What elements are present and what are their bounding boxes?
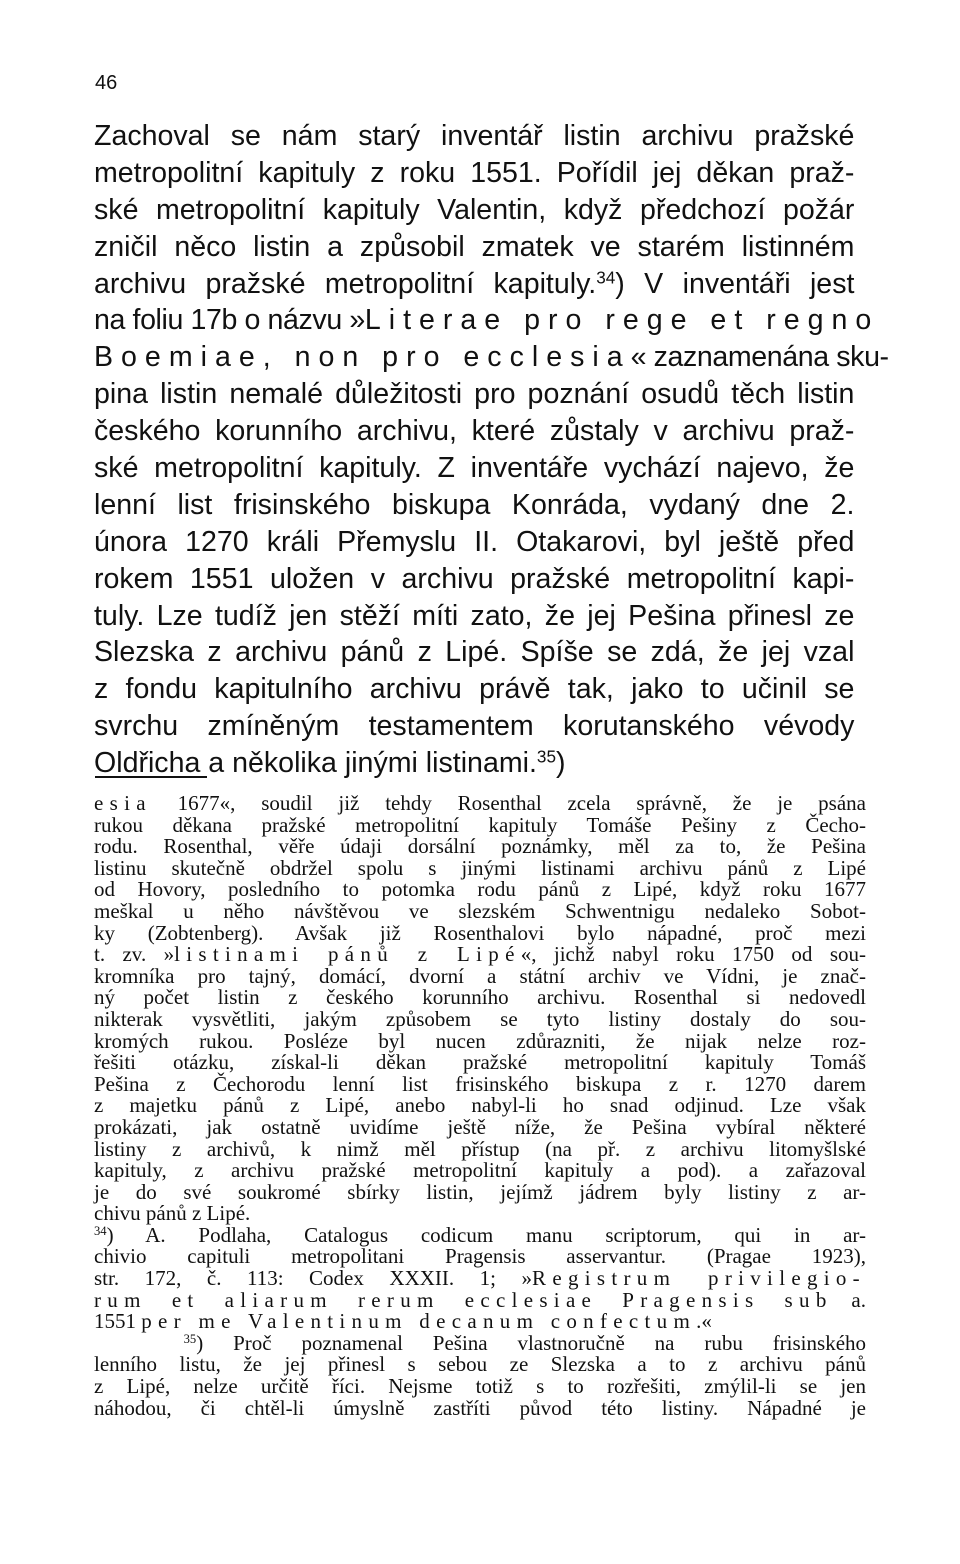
text-segment: « zaznamenána sku- <box>630 341 889 374</box>
spaced-title: Boemiae, non pro ecclesia <box>94 341 631 374</box>
footnote-line: listiny z archivů, k nimž měl přístup (na př. z archivu litomyšlské <box>94 1136 866 1161</box>
footnote-line: Pešina z Čechorodu lenní list frisinského biskupa z r. 1270 darem <box>94 1071 866 1096</box>
spaced-title: esia <box>94 791 152 815</box>
footnote-line: nikterak vysvětliti, jakým způsobem se tyto listiny dostaly do sou- <box>94 1006 866 1031</box>
footnote-line: rodu. Rosenthal, věře údaji dorsální poznámky, měl za to, že Pešina <box>94 834 866 859</box>
text-segment: archivu pražské metropolitní kapituly. <box>94 267 597 300</box>
text-segment: str. 172, č. 113: Codex XXXII. 1; » <box>94 1266 533 1291</box>
footnote-marker-35: 35 <box>183 1331 197 1346</box>
spaced-title: per me Valentinum decanum confectum <box>141 1309 697 1334</box>
footnote-34-line <box>94 1268 866 1290</box>
footnote-line: kromých rukou. Posléze byl nucen zdůrazniti, že nijak nelze roz- <box>94 1028 866 1053</box>
footnote-line: z majetku pánů z Lipé, anebo nabyl-li ho snad odjinud. Lze však <box>94 1093 866 1118</box>
footnote-marker-34: 34 <box>94 1223 107 1238</box>
footnote-separator <box>95 776 207 778</box>
footnote-35-line: náhodou, či chtěl-li úmyslně zastříti původ této listiny. Nápadné je <box>94 1395 866 1420</box>
footnote-35-line: lenního listu, že jej přinesl s sebou ze Slezska a to z archivu pánů <box>94 1352 866 1377</box>
text-segment: ) Proč poznamenal Pešina vlastnoručně na rubu frisinského <box>196 1330 867 1355</box>
footnote-line <box>94 944 866 966</box>
footnote-34-line <box>94 1311 866 1333</box>
text-line: z fondu kapitulního archivu právě tak, jako to učinil se <box>94 673 855 706</box>
footnote-ref-35: 35 <box>536 746 556 767</box>
footnote-line: ky (Zobtenberg). Avšak již Rosenthalovi bylo nápadné, proč mezi <box>94 920 866 945</box>
spaced-title: Registrum privilegio- <box>532 1266 866 1291</box>
text-segment: «, jichž nabyl roku 1750 od sou- <box>520 942 866 967</box>
text-line <box>94 745 854 782</box>
text-line: února 1270 králi Přemyslu II. Otakarovi, byl ještě před <box>94 525 855 558</box>
text-line: zničil něco listin a způsobil zmatek ve starém listinném <box>94 230 855 263</box>
text-line: tuly. Lze tudíž jen stěží míti zato, že jej Pešina přinesl ze <box>94 599 855 632</box>
footnote-line: je do své soukromé sbírky listin, jejímž jádrem byly listiny z ar- <box>94 1179 866 1204</box>
text-line: ské metropolitní kapituly. Z inventáře vychází najevo, že <box>94 452 855 485</box>
text-segment: na foliu 17b o názvu » <box>94 304 365 337</box>
text-segment: .« <box>696 1309 712 1334</box>
text-segment: t. zv. » <box>94 942 175 967</box>
footnote-35-line: z Lipé, nelze určitě říci. Nejsme totiž s to rozřešiti, zmýlil-li se jen <box>94 1374 866 1399</box>
footnotes <box>94 793 866 1419</box>
footnote-line: od Hovory, posledního to potomka rodu pánů z Lipé, když roku 1677 <box>94 877 866 902</box>
footnote-line: rukou děkana pražské metropolitní kapituly Tomáše Pešiny z Čecho- <box>94 812 866 837</box>
footnote-line: ný počet listin z českého korunního archivu. Rosenthal si nedovedl <box>94 985 866 1010</box>
text-line: metropolitní kapituly z roku 1551. Pořídil jej děkan praž- <box>94 156 855 189</box>
main-text <box>94 118 889 782</box>
text-line <box>94 266 854 303</box>
text-segment: ) V inventáři jest <box>615 267 855 300</box>
spaced-title: Literae pro rege et regno <box>364 304 880 337</box>
footnote-34-line <box>94 1287 866 1312</box>
footnote-line <box>94 793 866 815</box>
footnote-line: meškal u něho návštěvou ve slezském Schwentnigu nedaleko Sobot- <box>94 898 866 923</box>
footnote-line: prokázati, jak ostatně uvidíme ještě níže, že Pešina vybíral některé <box>94 1114 866 1139</box>
footnote-line: kromníka pro tajný, domácí, dvorní a státní archiv ve Vídni, je znač- <box>94 963 866 988</box>
footnote-34-line <box>94 1222 866 1247</box>
text-line: rokem 1551 uložen v archivu pražské metropolitní kapi- <box>94 562 855 595</box>
text-segment: ) <box>555 747 566 780</box>
footnote-line: kapituly, z archivu pražské metropolitní kapituly a pod). a zařazoval <box>94 1158 866 1183</box>
spaced-title: rum et aliarum rerum ecclesiae Pragensis sub <box>94 1287 833 1312</box>
text-segment: ) A. Podlaha, Catalogus codicum manu scriptorum, qui in ar- <box>106 1222 866 1247</box>
text-line: ské metropolitní kapituly Valentin, když předchozí požár <box>94 193 855 226</box>
footnote-34-line: chivio capituli metropolitani Pragensis asservantur. (Pragae 1923), <box>94 1244 866 1269</box>
text-line: Slezska z archivu pánů z Lipé. Spíše se zdá, že jej vzal <box>94 636 855 669</box>
footnote-line: listinu skutečně obdržel spolu s jinými listinami archivu pánů z Lipé <box>94 855 866 880</box>
text-line: pina listin nemalé důležitosti pro poznání osudů těch listin <box>94 378 855 411</box>
text-segment: Oldřicha a několika jinými listinami. <box>94 747 537 780</box>
page-number: 46 <box>95 72 118 94</box>
text-line: svrchu zmíněným testamentem korutanského vévody <box>94 710 855 743</box>
text-line <box>94 339 889 376</box>
footnote-line: chivu pánů z Lipé. <box>94 1201 251 1226</box>
spaced-title: listinami pánů z Lipé <box>174 942 521 967</box>
text-segment: 1677«, soudil již tehdy Rosenthal zcela správně, že je psána <box>151 791 866 815</box>
text-segment: 1551 <box>94 1309 142 1334</box>
text-line: českého korunního archivu, které zůstaly v archivu praž- <box>94 415 855 448</box>
text-line: Zachoval se nám starý inventář listin archivu pražské <box>94 120 855 152</box>
text-line: lenní list frisinského biskupa Konráda, vydaný dne 2. <box>94 488 855 521</box>
text-line <box>94 302 880 339</box>
footnote-line: řešiti otázku, získal-li děkan pražské metropolitní kapituly Tomáš <box>94 1050 866 1075</box>
text-segment: a. <box>832 1287 866 1312</box>
footnote-35-line <box>94 1330 867 1355</box>
footnote-ref-34: 34 <box>596 267 616 287</box>
